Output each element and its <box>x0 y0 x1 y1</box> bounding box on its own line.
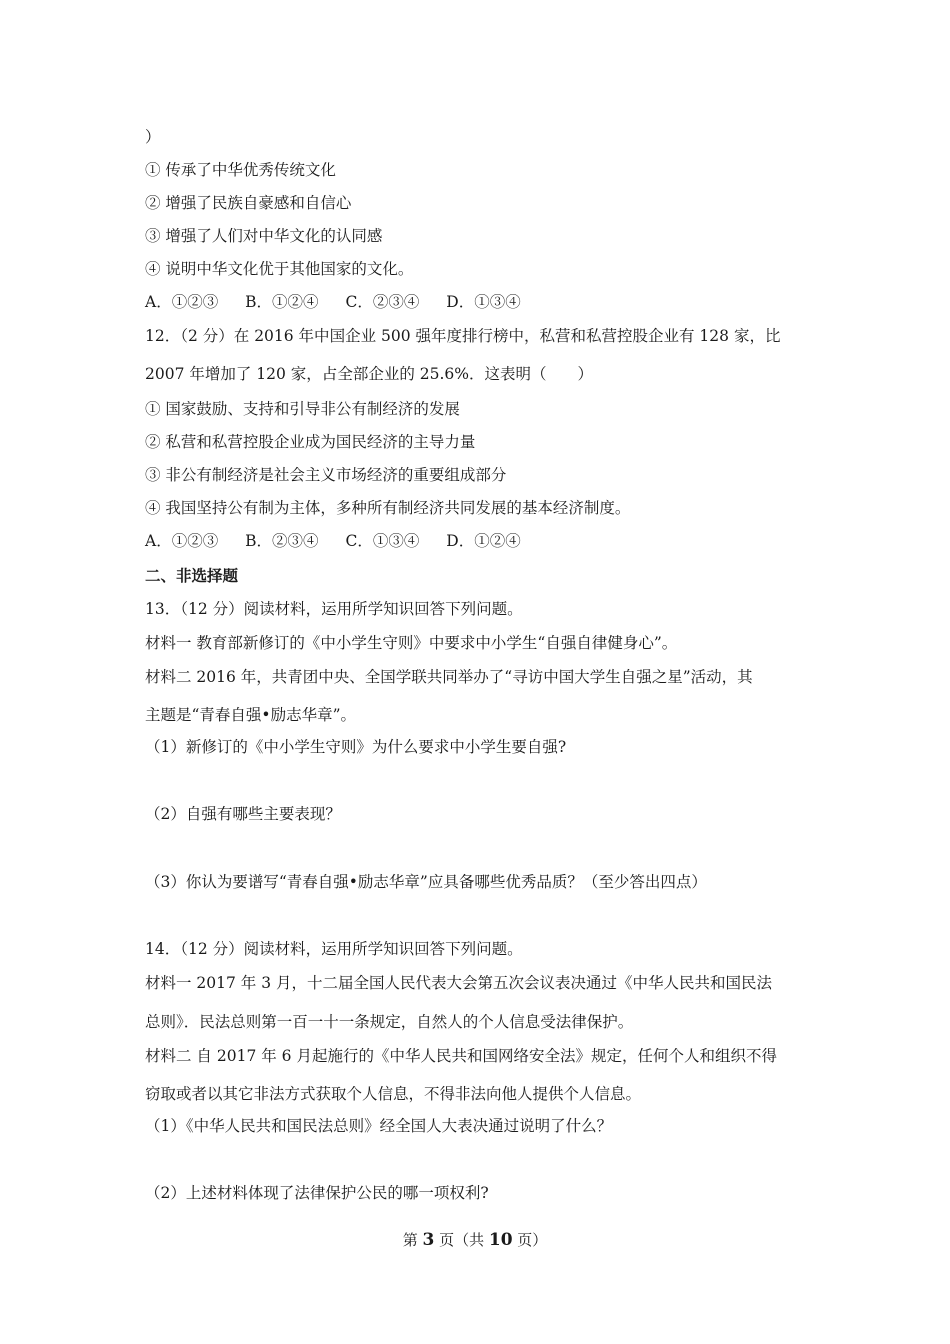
q14-material-2-line1: 材料二 自 2017 年 6 月起施行的《中华人民共和国网络安全法》规定，任何个人和组织不得 <box>145 1047 777 1065</box>
footer-prefix: 第 <box>402 1231 423 1249</box>
q11-option-d: D．①③④ <box>446 293 521 311</box>
q12-statement-2: ② 私营和私营控股企业成为国民经济的主导力量 <box>145 433 476 451</box>
q11-option-a: A．①②③ <box>145 293 219 311</box>
footer-total-pages: 10 <box>488 1230 513 1250</box>
q11-option-b: B．①②④ <box>245 293 319 311</box>
q14-material-1-line2: 总则》．民法总则第一百一十一条规定，自然人的个人信息受法律保护。 <box>145 1013 634 1031</box>
q12-stem-line2: 2007 年增加了 120 家，占全部企业的 25.6%．这表明（ ） <box>145 365 593 383</box>
q11-statement-4: ④ 说明中华文化优于其他国家的文化。 <box>145 260 414 278</box>
q12-statement-3: ③ 非公有制经济是社会主义市场经济的重要组成部分 <box>145 466 507 484</box>
q14-stem: 14．（12 分）阅读材料，运用所学知识回答下列问题。 <box>145 940 523 958</box>
section-heading-non-choice: 二、非选择题 <box>145 566 239 585</box>
page-footer <box>0 1229 950 1250</box>
footer-middle: 页（共 <box>434 1231 489 1249</box>
q12-statement-4: ④ 我国坚持公有制为主体，多种所有制经济共同发展的基本经济制度。 <box>145 499 631 517</box>
q11-options <box>145 292 543 312</box>
q14-subquestion-2: （2）上述材料体现了法律保护公民的哪一项权利? <box>145 1184 489 1202</box>
footer-suffix: 页） <box>512 1231 548 1249</box>
footer-page-number: 3 <box>422 1230 435 1250</box>
q13-subquestion-2: （2）自强有哪些主要表现？ <box>145 805 341 823</box>
q14-subquestion-1: （1）《中华人民共和国民法总则》经全国人大表决通过说明了什么？ <box>145 1117 613 1135</box>
q12-option-c: C．①③④ <box>345 532 420 550</box>
q14-material-1-line1: 材料一 2017 年 3 月，十二届全国人民代表大会第五次会议表决通过《中华人民共和国民法 <box>145 974 773 992</box>
q13-subquestion-3: （3）你认为要谱写“青春自强•励志华章”应具备哪些优秀品质？（至少答出四点） <box>145 873 707 891</box>
q12-options <box>145 531 543 551</box>
q13-material-2-line2: 主题是“青春自强•励志华章”。 <box>145 706 356 724</box>
q12-statement-1: ① 国家鼓励、支持和引导非公有制经济的发展 <box>145 400 460 418</box>
q12-option-a: A．①②③ <box>145 532 219 550</box>
q11-statement-3: ③ 增强了人们对中华文化的认同感 <box>145 227 383 245</box>
q12-stem-line1: 12．（2 分）在 2016 年中国企业 500 强年度排行榜中，私营和私营控股企业有 128 家，比 <box>145 327 781 345</box>
q11-statement-2: ② 增强了民族自豪感和自信心 <box>145 194 352 212</box>
q14-material-2-line2: 窃取或者以其它非法方式获取个人信息，不得非法向他人提供个人信息。 <box>145 1085 642 1103</box>
q11-statement-1: ① 传承了中华优秀传统文化 <box>145 161 336 179</box>
q12-option-b: B．②③④ <box>245 532 319 550</box>
q12-option-d: D．①②④ <box>446 532 521 550</box>
question-11-closing-paren: ） <box>145 128 161 146</box>
q11-option-c: C．②③④ <box>345 293 420 311</box>
q13-subquestion-1: （1）新修订的《中小学生守则》为什么要求中小学生要自强? <box>145 738 567 756</box>
q13-material-2-line1: 材料二 2016 年，共青团中央、全国学联共同举办了“寻访中国大学生自强之星”活动，其 <box>145 668 753 686</box>
q13-stem: 13．（12 分）阅读材料，运用所学知识回答下列问题。 <box>145 600 523 618</box>
q13-material-1: 材料一 教育部新修订的《中小学生守则》中要求中小学生“自强自律健身心”。 <box>145 634 678 652</box>
